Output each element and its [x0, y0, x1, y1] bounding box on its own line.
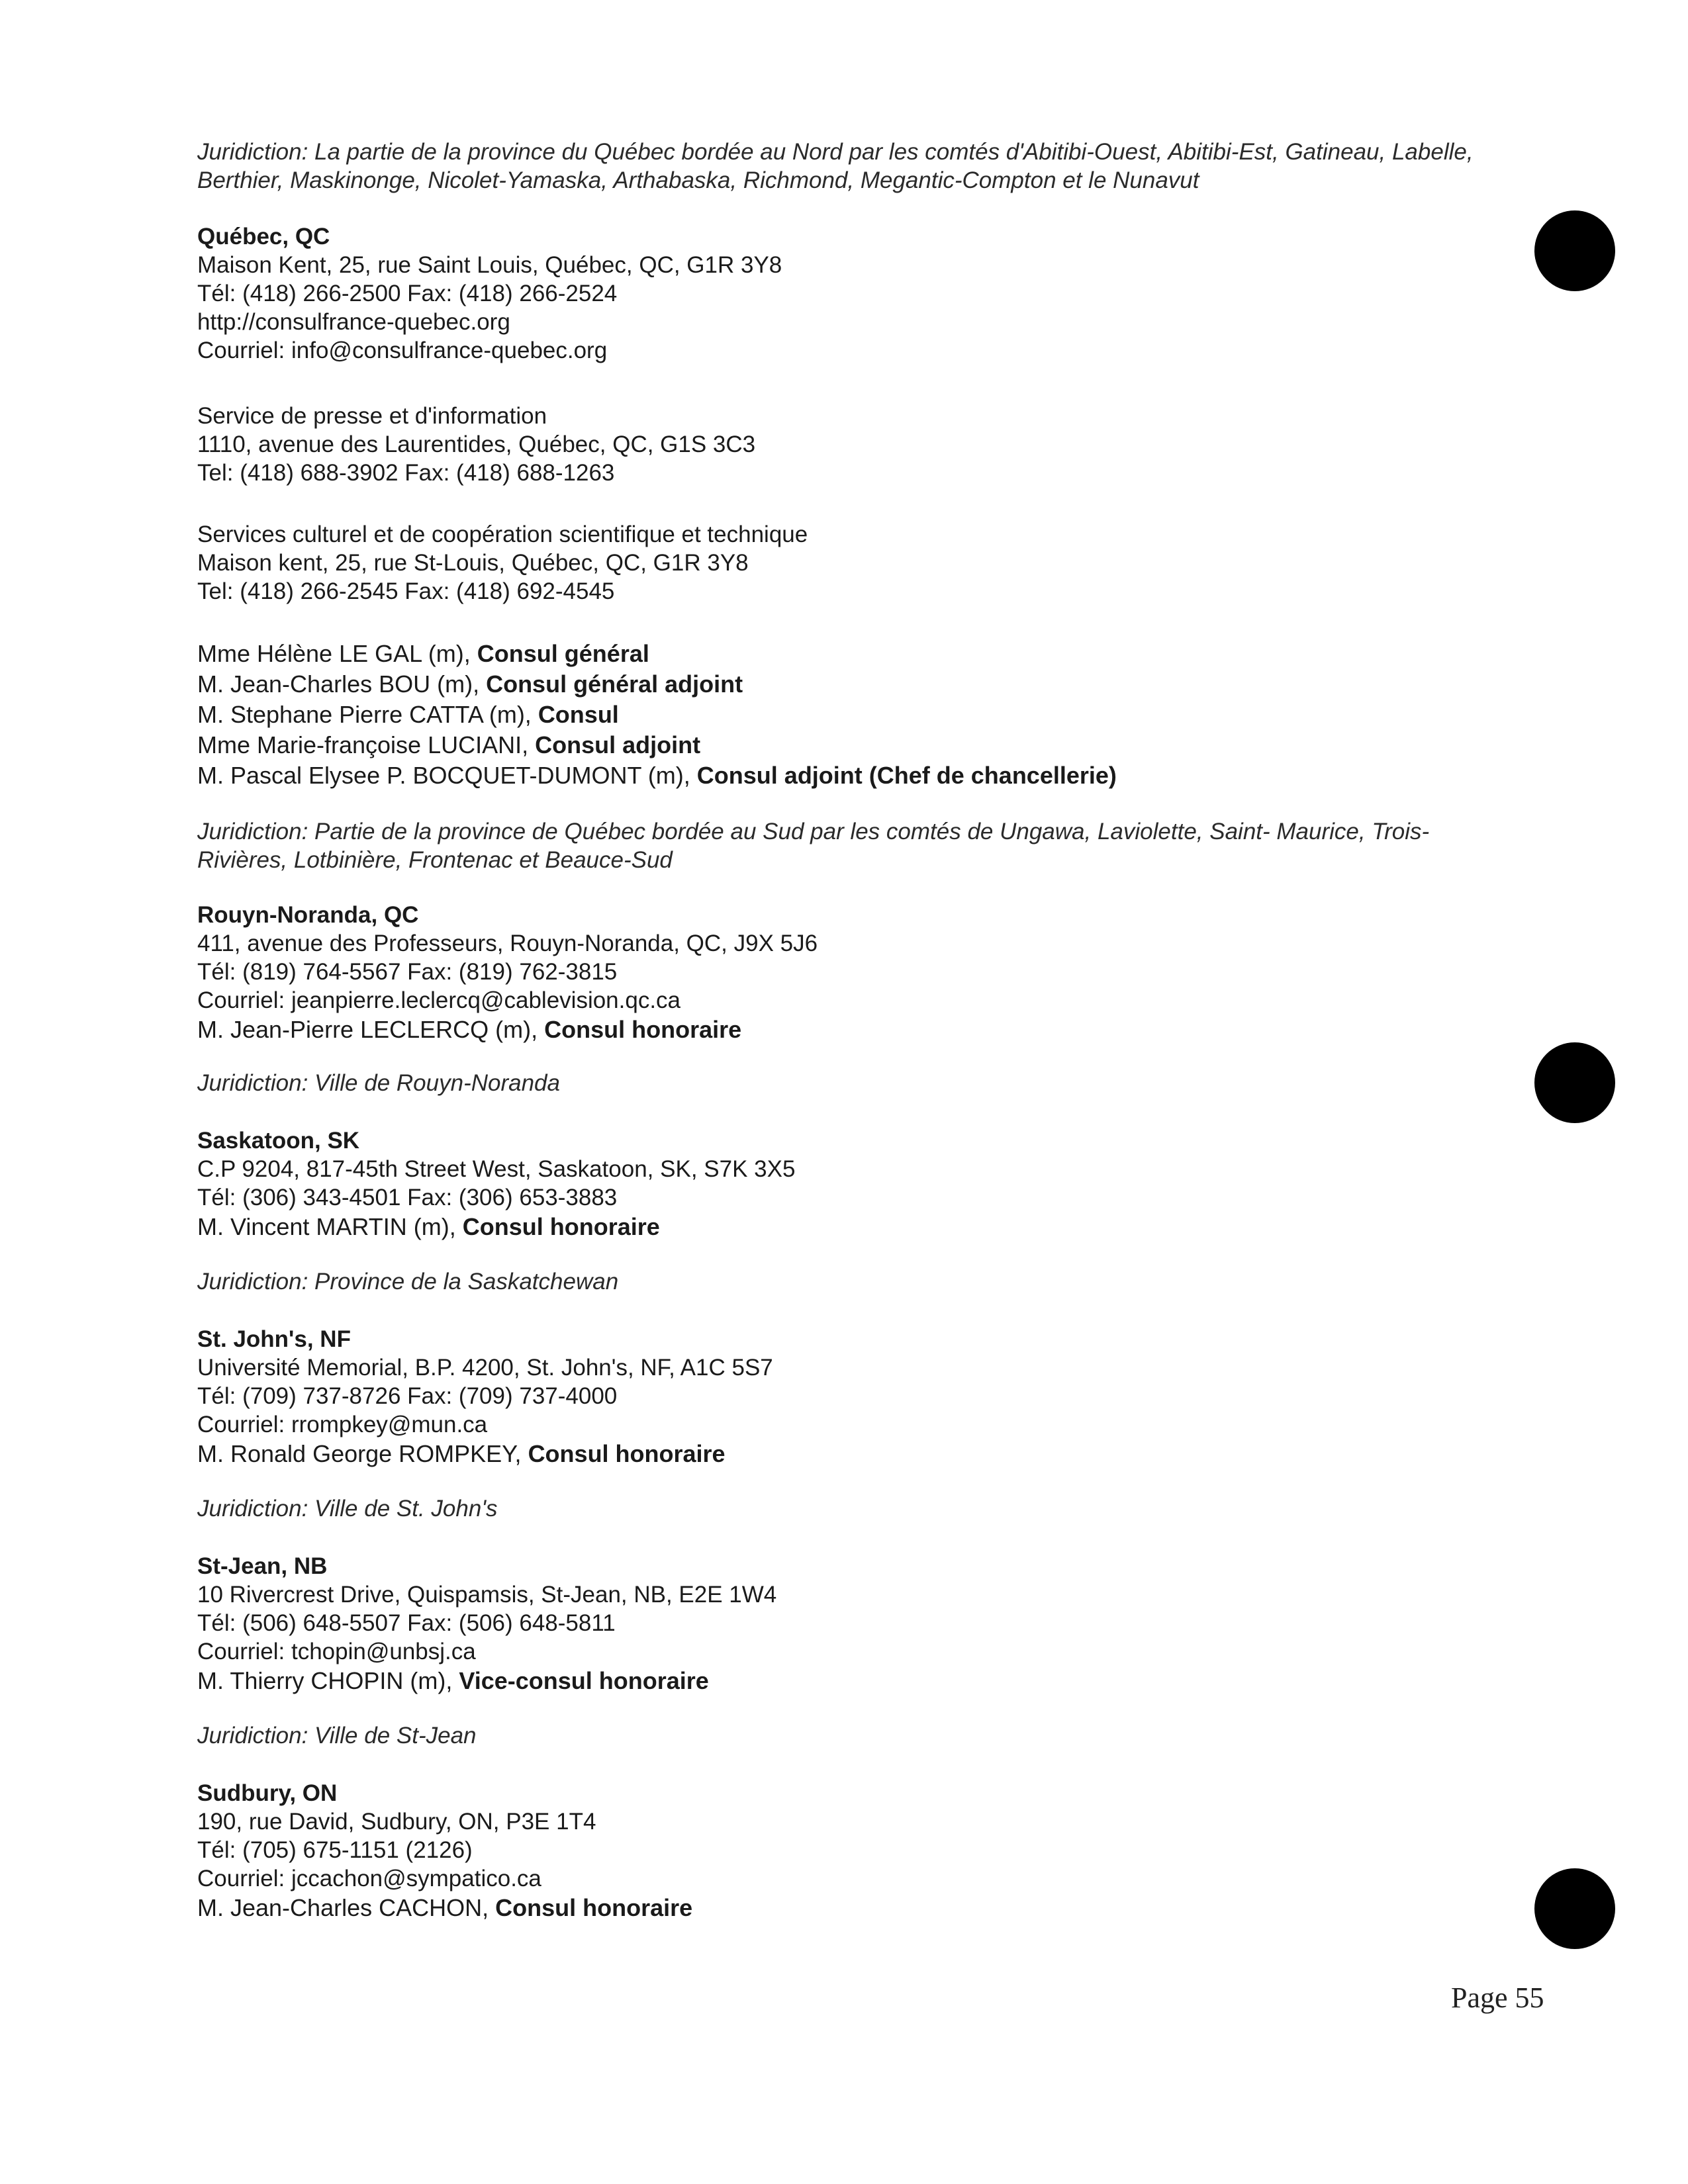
- person-name: M. Jean-Charles BOU (m),: [197, 670, 487, 698]
- person-name: M. Jean-Pierre LECLERCQ (m),: [197, 1016, 545, 1043]
- address-line: 190, rue David, Sudbury, ON, P3E 1T4: [197, 1809, 596, 1835]
- city-heading: St-Jean, NB: [197, 1553, 328, 1579]
- cultural-service-title: Services culturel et de coopération scientifique et technique: [197, 522, 808, 547]
- jurisdiction-st-johns: Juridiction: Ville de St. John's: [197, 1496, 498, 1522]
- person-entry: [197, 669, 1508, 700]
- jurisdiction-top: [197, 138, 1508, 195]
- email-link[interactable]: Courriel: tchopin@unbsj.ca: [197, 1639, 476, 1664]
- section-st-johns: [197, 1325, 1508, 1523]
- person-name: M. Ronald George ROMPKEY,: [197, 1440, 528, 1467]
- address-line: C.P 9204, 817-45th Street West, Saskatoon, SK, S7K 3X5: [197, 1156, 796, 1182]
- press-service-phone: Tel: (418) 688-3902 Fax: (418) 688-1263: [197, 460, 615, 486]
- person-name: M. Thierry CHOPIN (m),: [197, 1667, 459, 1694]
- document-content: [197, 138, 1508, 1923]
- jurisdiction-quebec: [197, 817, 1508, 874]
- press-service-address: 1110, avenue des Laurentides, Québec, QC, G1S 3C3: [197, 432, 756, 457]
- section-rouyn-noranda: [197, 901, 1508, 1097]
- cultural-service-address: Maison kent, 25, rue St-Louis, Québec, QC, G1R 3Y8: [197, 550, 749, 576]
- section-quebec: [197, 222, 1508, 874]
- person-title: Consul adjoint: [535, 731, 701, 758]
- person-title: Consul honoraire: [462, 1213, 660, 1240]
- email-link[interactable]: Courriel: jccachon@sympatico.ca: [197, 1866, 541, 1891]
- email-link[interactable]: Courriel: jeanpierre.leclercq@cablevision.qc.ca: [197, 987, 681, 1013]
- press-service-title: Service de presse et d'information: [197, 403, 547, 429]
- jurisdiction-rouyn: Juridiction: Ville de Rouyn-Noranda: [197, 1070, 560, 1096]
- person-entry: [197, 1212, 1508, 1242]
- margin-dot-3: [1534, 1868, 1615, 1949]
- phone-line: Tél: (506) 648-5507 Fax: (506) 648-5811: [197, 1610, 616, 1636]
- page-number: Page 55: [1451, 1981, 1544, 2014]
- city-heading: Rouyn-Noranda, QC: [197, 902, 419, 928]
- jurisdiction-text: Juridiction: La partie de la province du Québec bordée au Nord par les comtés d'Abitibi-Ouest, Abitibi-Est, Gatineau, Labelle, Berthier, Maskinonge, Nicolet-Yamaska, Arthabaska, Richmond, Megantic-Compton et le Nunavut: [197, 139, 1474, 193]
- person-entry: [197, 1439, 1508, 1469]
- city-heading: Sudbury, ON: [197, 1780, 338, 1806]
- person-title: Consul: [538, 701, 619, 728]
- address-line: Université Memorial, B.P. 4200, St. John's, NF, A1C 5S7: [197, 1355, 773, 1381]
- person-entry: [197, 1893, 1508, 1923]
- person-name: M. Stephane Pierre CATTA (m),: [197, 701, 538, 728]
- person-title: Consul honoraire: [495, 1894, 693, 1921]
- cultural-service-phone: Tel: (418) 266-2545 Fax: (418) 692-4545: [197, 578, 615, 604]
- city-heading: Québec, QC: [197, 224, 330, 250]
- person-title: Consul général: [477, 640, 649, 667]
- person-entry: [197, 730, 1508, 760]
- person-name: M. Jean-Charles CACHON,: [197, 1894, 496, 1921]
- address-line: Maison Kent, 25, rue Saint Louis, Québec, QC, G1R 3Y8: [197, 252, 782, 278]
- person-entry: [197, 639, 1508, 669]
- person-entry: [197, 1015, 1508, 1045]
- person-title: Consul général adjoint: [486, 670, 743, 698]
- margin-dot-2: [1534, 1042, 1615, 1123]
- person-name: Mme Marie-françoise LUCIANI,: [197, 731, 536, 758]
- person-name: Mme Hélène LE GAL (m),: [197, 640, 477, 667]
- person-name: M. Vincent MARTIN (m),: [197, 1213, 463, 1240]
- email-link[interactable]: Courriel: rrompkey@mun.ca: [197, 1412, 488, 1437]
- person-name: M. Pascal Elysee P. BOCQUET-DUMONT (m),: [197, 762, 697, 789]
- person-entry: [197, 700, 1508, 730]
- city-heading: Saskatoon, SK: [197, 1128, 360, 1154]
- person-title: Consul honoraire: [544, 1016, 742, 1043]
- section-saskatoon: [197, 1126, 1508, 1296]
- phone-line: Tél: (709) 737-8726 Fax: (709) 737-4000: [197, 1383, 618, 1409]
- person-entry: [197, 1666, 1508, 1696]
- phone-line: Tél: (819) 764-5567 Fax: (819) 762-3815: [197, 959, 618, 985]
- phone-line: Tél: (306) 343-4501 Fax: (306) 653-3883: [197, 1185, 618, 1210]
- phone-line: Tél: (705) 675-1151 (2126): [197, 1837, 473, 1863]
- jurisdiction-st-jean: Juridiction: Ville de St-Jean: [197, 1723, 477, 1749]
- address-line: 411, avenue des Professeurs, Rouyn-Noranda, QC, J9X 5J6: [197, 931, 818, 956]
- jurisdiction-saskatoon: Juridiction: Province de la Saskatchewan: [197, 1269, 619, 1295]
- person-entry: [197, 760, 1508, 791]
- city-heading: St. John's, NF: [197, 1326, 351, 1352]
- email-link[interactable]: Courriel: info@consulfrance-quebec.org: [197, 338, 608, 363]
- address-line: 10 Rivercrest Drive, Quispamsis, St-Jean, NB, E2E 1W4: [197, 1582, 777, 1608]
- person-title: Consul honoraire: [528, 1440, 726, 1467]
- website-link[interactable]: http://consulfrance-quebec.org: [197, 309, 510, 335]
- section-st-jean: [197, 1552, 1508, 1750]
- jurisdiction-text: Juridiction: Partie de la province de Québec bordée au Sud par les comtés de Ungawa, Laviolette, Saint- Maurice, Trois-Rivières, Lotbinière, Frontenac et Beauce-Sud: [197, 819, 1430, 873]
- phone-line: Tél: (418) 266-2500 Fax: (418) 266-2524: [197, 281, 618, 306]
- section-sudbury: [197, 1779, 1508, 1923]
- person-title: Vice-consul honoraire: [459, 1667, 709, 1694]
- person-title: Consul adjoint (Chef de chancellerie): [696, 762, 1117, 789]
- margin-dot-1: [1534, 210, 1615, 291]
